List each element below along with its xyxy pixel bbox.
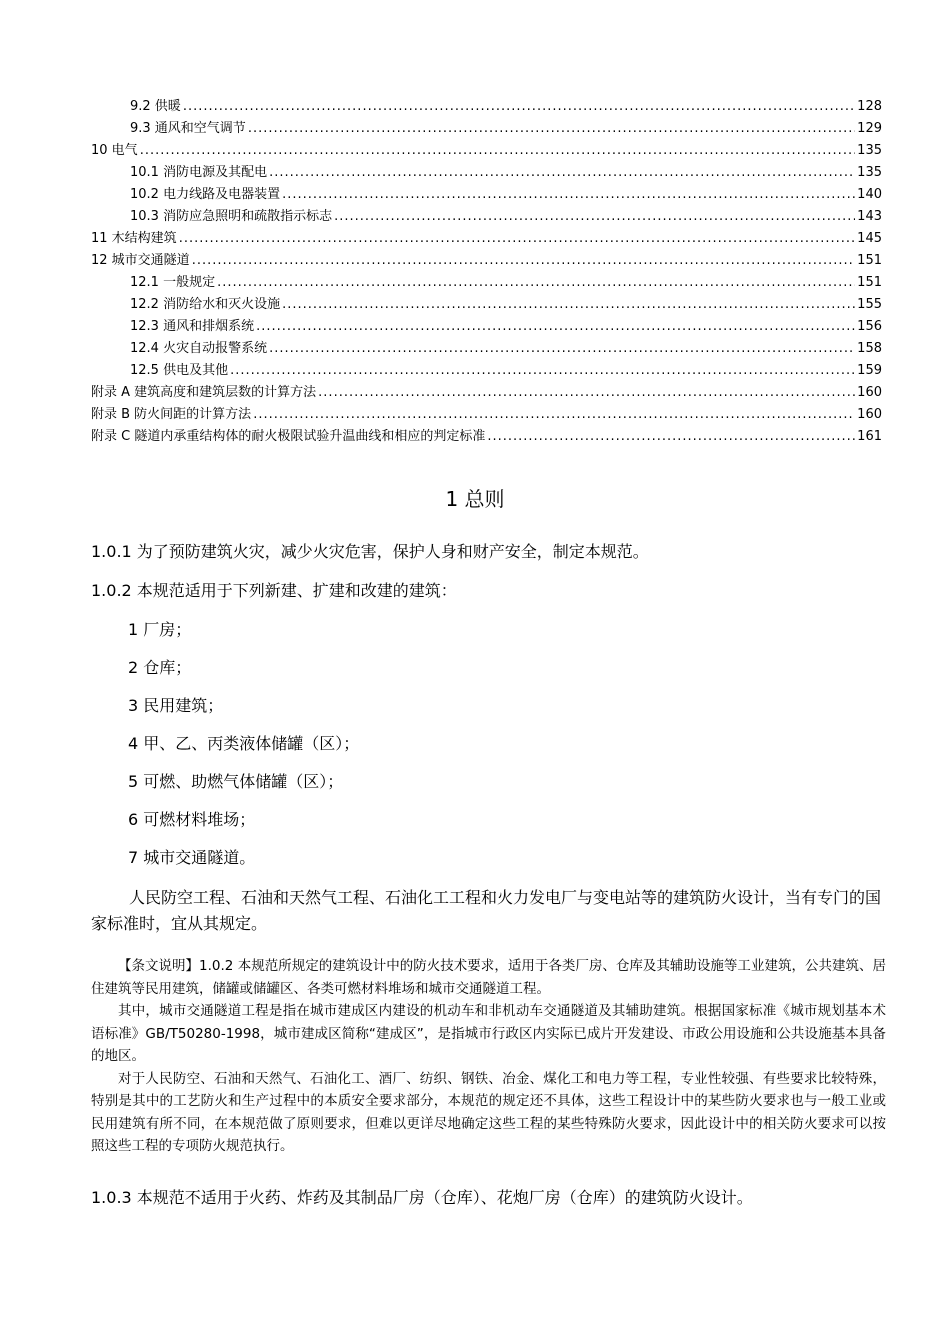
toc-leader-dots xyxy=(282,294,855,316)
toc-leader-dots xyxy=(282,184,855,206)
toc-entry[interactable] xyxy=(91,96,882,118)
toc-leader-dots xyxy=(230,360,855,382)
toc-entry[interactable] xyxy=(91,316,882,338)
toc-entry-title: 11 木结构建筑 xyxy=(91,231,177,246)
toc-leader-dots xyxy=(318,382,855,404)
toc-entry[interactable] xyxy=(91,426,882,448)
toc-entry[interactable] xyxy=(91,184,882,206)
toc-entry-title: 12.5 供电及其他 xyxy=(130,363,229,378)
list-item: 7 城市交通隧道。 xyxy=(128,848,256,867)
toc-entry-page: 145 xyxy=(857,231,882,246)
toc-entry[interactable] xyxy=(91,360,882,382)
toc-entry-title: 附录 C 隧道内承重结构体的耐火极限试验升温曲线和相应的判定标准 xyxy=(91,429,486,444)
toc-entry-page: 135 xyxy=(857,143,882,158)
toc-entry-title: 12.1 一般规定 xyxy=(130,275,216,290)
toc-entry-title: 附录 A 建筑高度和建筑层数的计算方法 xyxy=(91,385,317,400)
toc-entry-page: 159 xyxy=(857,363,882,378)
toc-entry-page: 161 xyxy=(857,429,882,444)
toc-entry-title: 12.2 消防给水和灭火设施 xyxy=(130,297,281,312)
toc-entry[interactable] xyxy=(91,162,882,184)
toc-entry-page: 129 xyxy=(857,121,882,136)
toc-entry[interactable] xyxy=(91,382,882,404)
toc-leader-dots xyxy=(269,338,855,360)
toc-entry[interactable] xyxy=(91,338,882,360)
toc-entry-page: 155 xyxy=(857,297,882,312)
toc-entry-page: 151 xyxy=(857,275,882,290)
clause-1-0-3: 1.0.3 本规范不适用于火药、炸药及其制品厂房（仓库）、花炮厂房（仓库）的建筑防火设计。 xyxy=(91,1188,753,1207)
toc-entry[interactable] xyxy=(91,250,882,272)
toc-entry-title: 12.4 火灾自动报警系统 xyxy=(130,341,268,356)
toc-entry-title: 10.1 消防电源及其配电 xyxy=(130,165,268,180)
toc-entry-page: 135 xyxy=(857,165,882,180)
toc-entry-page: 128 xyxy=(857,99,882,114)
toc-leader-dots xyxy=(253,404,855,426)
toc-leader-dots xyxy=(256,316,855,338)
toc-entry-title: 10 电气 xyxy=(91,143,138,158)
toc-leader-dots xyxy=(217,272,855,294)
explanation-paragraph: 其中，城市交通隧道工程是指在城市建成区内建设的机动车和非机动车交通隧道及其辅助建筑。根据国家标准《城市规划基本术语标准》GB/T50280-1998，城市建成区简称“建成区”，是指城市行政区内实际已成片开发建设、市政公用设施和公共设施基本具备的地区。 xyxy=(91,1003,886,1064)
list-item: 4 甲、乙、丙类液体储罐（区）； xyxy=(128,734,360,753)
toc-leader-dots xyxy=(179,228,855,250)
toc-leader-dots xyxy=(269,162,855,184)
explanation-paragraph: 对于人民防空、石油和天然气、石油化工、酒厂、纺织、钢铁、冶金、煤化工和电力等工程，专业性较强、有些要求比较特殊，特别是其中的工艺防火和生产过程中的本质安全要求部分，本规范的规定还不具体，这些工程设计中的某些防火要求也与一般工业或民用建筑有所不同，在本规范做了原则要求，但难以更详尽地确定这些工程的某些特殊防火要求，因此设计中的相关防火要求可以按照这些工程的专项防火规范执行。 xyxy=(91,1070,886,1154)
list-item: 5 可燃、助燃气体储罐（区）； xyxy=(128,772,344,791)
toc-entry-page: 160 xyxy=(857,385,882,400)
clause-1-0-1: 1.0.1 为了预防建筑火灾，减少火灾危害，保护人身和财产安全，制定本规范。 xyxy=(91,542,649,561)
explanation-paragraph: 【条文说明】1.0.2 本规范所规定的建筑设计中的防火技术要求，适用于各类厂房、仓库及其辅助设施等工业建筑，公共建筑、居住建筑等民用建筑，储罐或储罐区、各类可燃材料堆场和城市交通隧道工程。 xyxy=(91,958,886,997)
clause-explanation xyxy=(91,955,886,1158)
toc-leader-dots xyxy=(487,426,855,448)
toc-entry-page: 160 xyxy=(857,407,882,422)
list-item: 3 民用建筑； xyxy=(128,696,224,715)
toc-entry-page: 140 xyxy=(857,187,882,202)
toc-entry-page: 151 xyxy=(857,253,882,268)
chapter-title: 1 总则 xyxy=(445,487,505,511)
toc-entry-title: 9.2 供暖 xyxy=(130,99,181,114)
toc-entry-title: 12 城市交通隧道 xyxy=(91,253,190,268)
toc-entry-page: 143 xyxy=(857,209,882,224)
toc-entry-title: 10.2 电力线路及电器装置 xyxy=(130,187,281,202)
toc-entry-title: 10.3 消防应急照明和疏散指示标志 xyxy=(130,209,333,224)
toc-entry[interactable] xyxy=(91,294,882,316)
toc-entry[interactable] xyxy=(91,118,882,140)
list-item: 2 仓库； xyxy=(128,658,192,677)
list-item: 1 厂房； xyxy=(128,620,192,639)
toc-entry[interactable] xyxy=(91,272,882,294)
toc-leader-dots xyxy=(248,118,855,140)
toc-entry-title: 附录 B 防火间距的计算方法 xyxy=(91,407,252,422)
toc-entry-title: 12.3 通风和排烟系统 xyxy=(130,319,255,334)
table-of-contents xyxy=(91,96,882,448)
toc-leader-dots xyxy=(334,206,855,228)
toc-leader-dots xyxy=(183,96,855,118)
toc-entry-title: 9.3 通风和空气调节 xyxy=(130,121,246,136)
toc-entry[interactable] xyxy=(91,206,882,228)
toc-entry-page: 156 xyxy=(857,319,882,334)
clause-note: 人民防空工程、石油和天然气工程、石油化工工程和火力发电厂与变电站等的建筑防火设计，当有专门的国家标准时，宜从其规定。 xyxy=(91,888,882,933)
list-item: 6 可燃材料堆场； xyxy=(128,810,256,829)
toc-leader-dots xyxy=(140,140,855,162)
clause-1-0-2: 1.0.2 本规范适用于下列新建、扩建和改建的建筑： xyxy=(91,581,457,600)
toc-entry-page: 158 xyxy=(857,341,882,356)
toc-entry[interactable] xyxy=(91,140,882,162)
toc-entry[interactable] xyxy=(91,228,882,250)
toc-entry[interactable] xyxy=(91,404,882,426)
toc-leader-dots xyxy=(192,250,855,272)
